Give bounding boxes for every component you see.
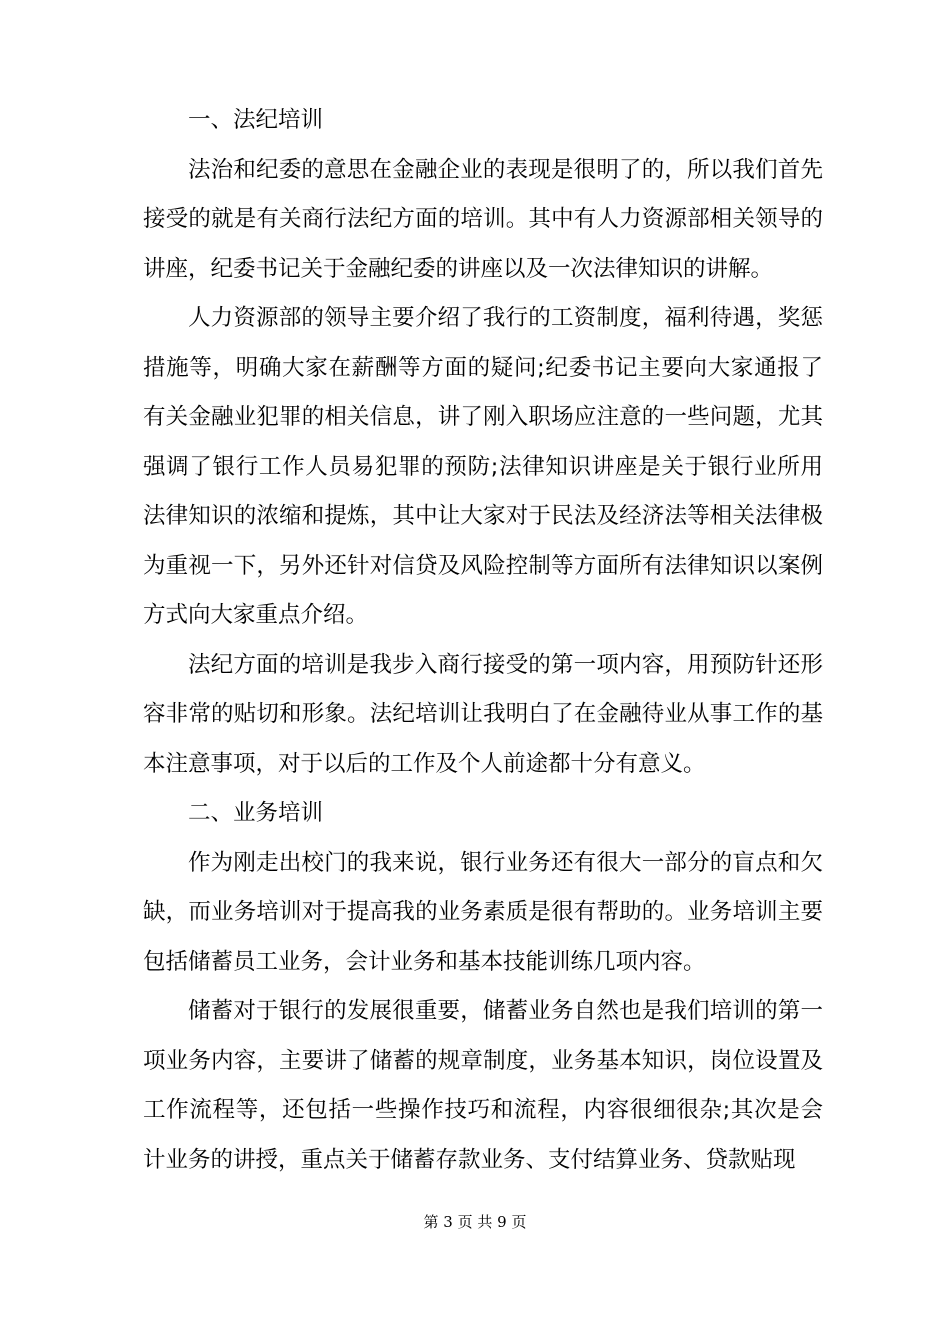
paragraph-legal-summary: 法纪方面的培训是我步入商行接受的第一项内容，用预防针还形容非常的贴切和形象。法纪培训让我明白了在金融待业从事工作的基本注意事项，对于以后的工作及个人前途都十分有意义。 [143,651,823,777]
page-number-footer: 第 3 页 共 9 页 [423,1213,527,1231]
paragraph-hr-leader: 人力资源部的领导主要介绍了我行的工资制度，福利待遇，奖惩措施等，明确大家在薪酬等方面的疑问;纪委书记主要向大家通报了有关金融业犯罪的相关信息，讲了刚入职场应注意的一些问题，尤其强调了银行工作人员易犯罪的预防;法律知识讲座是关于银行业所用法律知识的浓缩和提炼，其中让大家对于民法及经济法等相关法律极为重视一下，另外还针对信贷及风险控制等方面所有法律知识以案例方式向大家重点介绍。 [143,305,823,628]
paragraph-savings-business: 储蓄对于银行的发展很重要，储蓄业务自然也是我们培训的第一项业务内容，主要讲了储蓄的规章制度，业务基本知识，岗位设置及工作流程等，还包括一些操作技巧和流程，内容很细很杂;其次是会计业务的讲授，重点关于储蓄存款业务、支付结算业务、贷款贴现 [143,998,823,1173]
section-heading-business-training: 二、业务培训 [188,800,324,826]
section-heading-legal-training: 一、法纪培训 [188,107,324,133]
paragraph-legal-intro: 法治和纪委的意思在金融企业的表现是很明了的，所以我们首先接受的就是有关商行法纪方面的培训。其中有人力资源部相关领导的讲座，纪委书记关于金融纪委的讲座以及一次法律知识的讲解。 [143,156,823,282]
paragraph-business-intro: 作为刚走出校门的我来说，银行业务还有很大一部分的盲点和欠缺，而业务培训对于提高我的业务素质是很有帮助的。业务培训主要包括储蓄员工业务，会计业务和基本技能训练几项内容。 [143,849,823,975]
document-body [143,96,823,1185]
